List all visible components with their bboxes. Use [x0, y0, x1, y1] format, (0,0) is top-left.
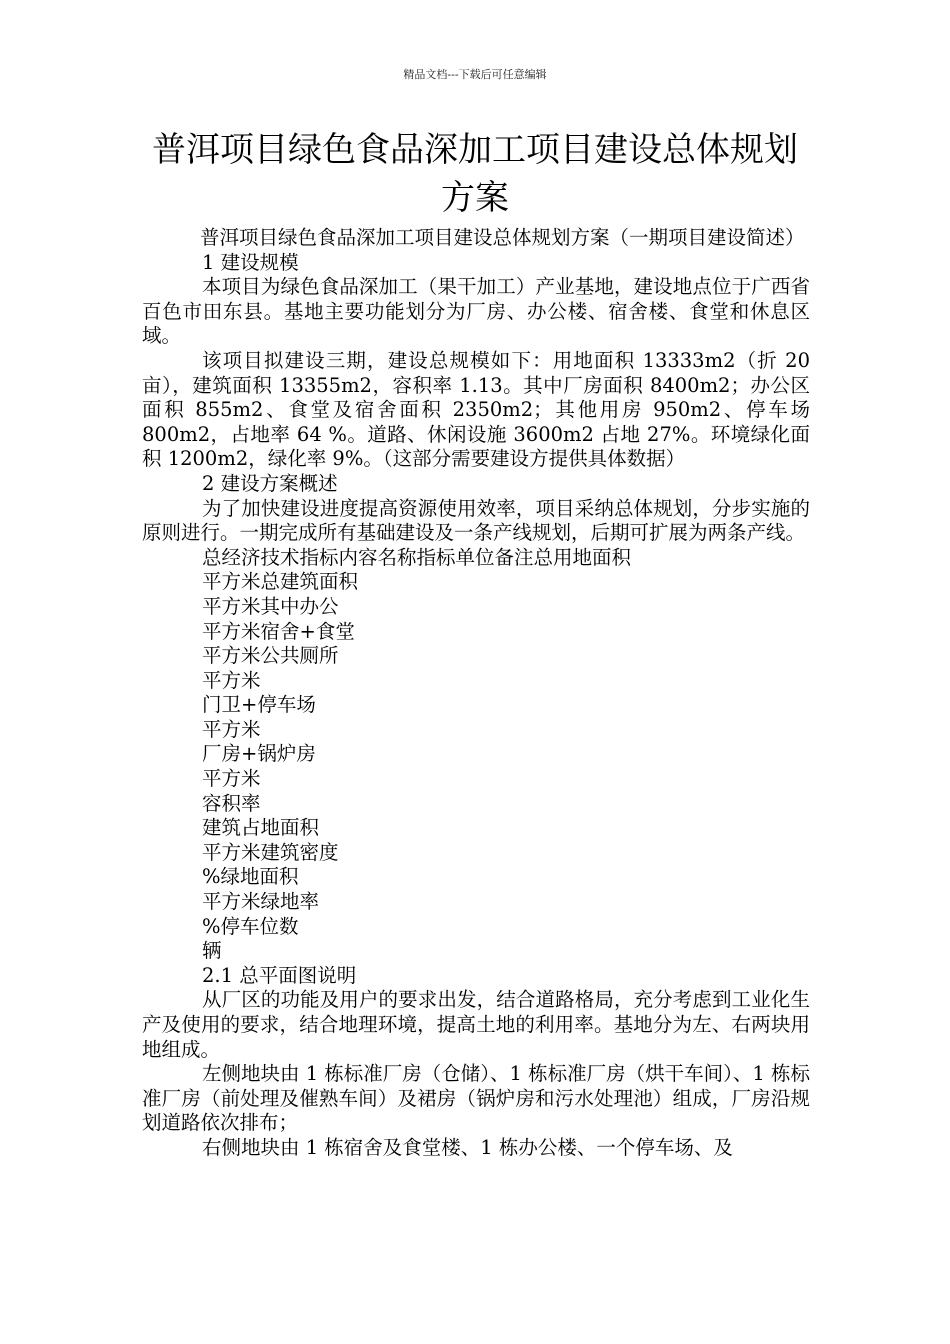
- paragraph-plan: 为了加快建设进度提高资源使用效率，项目采纳总体规划，分步实施的原则进行。一期完成所有基础建设及一条产线规划，后期可扩展为两条产线。: [142, 496, 810, 545]
- section-heading-1: 1 建设规模: [202, 250, 299, 274]
- indicator-line: 厂房+锅炉房: [202, 742, 316, 766]
- document-title: 普洱项目绿色食品深加工项目建设总体规划方案: [152, 130, 798, 218]
- indicator-line: 平方米: [202, 717, 261, 741]
- indicator-line: 门卫+停车场: [202, 693, 316, 717]
- indicator-line: 平方米宿舍+食堂: [202, 619, 355, 643]
- indicator-list: [142, 546, 810, 964]
- indicator-line: 总经济技术指标内容名称指标单位备注总用地面积: [202, 545, 632, 569]
- indicator-line: 平方米: [202, 767, 261, 791]
- paragraph-right-plot: 右侧地块由 1 栋宿舍及食堂楼、1 栋办公楼、一个停车场、及: [202, 1135, 733, 1159]
- indicator-line: 平方米其中办公: [202, 594, 339, 618]
- indicator-line: 辆: [202, 939, 222, 963]
- paragraph-layout: 从厂区的功能及用户的要求出发，结合道路格局，充分考虑到工业化生产及使用的要求，结合地理环境，提高土地的利用率。基地分为左、右两块用地组成。: [142, 988, 810, 1061]
- indicator-line: 平方米公共厕所: [202, 644, 339, 668]
- indicator-line: 容积率: [202, 791, 261, 815]
- indicator-line: 平方米建筑密度: [202, 840, 339, 864]
- paragraph-scale: 本项目为绿色食品深加工（果干加工）产业基地，建设地点位于广西省百色市田东县。基地主要功能划分为厂房、办公楼、宿舍楼、食堂和休息区域。: [142, 275, 810, 348]
- document-body: [142, 226, 810, 1161]
- section-heading-2-1: 2.1 总平面图说明: [202, 963, 357, 987]
- indicator-line: 平方米绿地率: [202, 890, 320, 914]
- indicator-line: 建筑占地面积: [202, 816, 320, 840]
- indicator-line: %停车位数: [202, 914, 299, 938]
- page-header: 精品文档---下载后可任意编辑: [403, 68, 547, 81]
- paragraph-left-plot: 左侧地块由 1 栋标准厂房（仓储）、1 栋标准厂房（烘干车间）、1 栋标准厂房（前处理及催熟车间）及裙房（锅炉房和污水处理池）组成，厂房沿规划道路依次排布；: [142, 1062, 811, 1135]
- intro-paragraph: 普洱项目绿色食品深加工项目建设总体规划方案（一期项目建设简述）: [200, 226, 805, 249]
- section-heading-2: 2 建设方案概述: [202, 471, 338, 495]
- indicator-line: 平方米: [202, 668, 261, 692]
- paragraph-totals: 该项目拟建设三期，建设总规模如下：用地面积 13333m2（折 20 亩），建筑面积 13355m2，容积率 1.13。其中厂房面积 8400m2；办公区面积 855m2、食堂及宿舍面积 2350m2；其他用房 950m2、停车场 800m2，占地率 64 %。道路、休闲设施 3600m2 占地 27%。环境绿化面积 1200m2，绿化率 9%。（这部分需要建设方提供具体数据）: [142, 348, 810, 471]
- indicator-line: 平方米总建筑面积: [202, 570, 359, 594]
- indicator-line: %绿地面积: [202, 865, 299, 889]
